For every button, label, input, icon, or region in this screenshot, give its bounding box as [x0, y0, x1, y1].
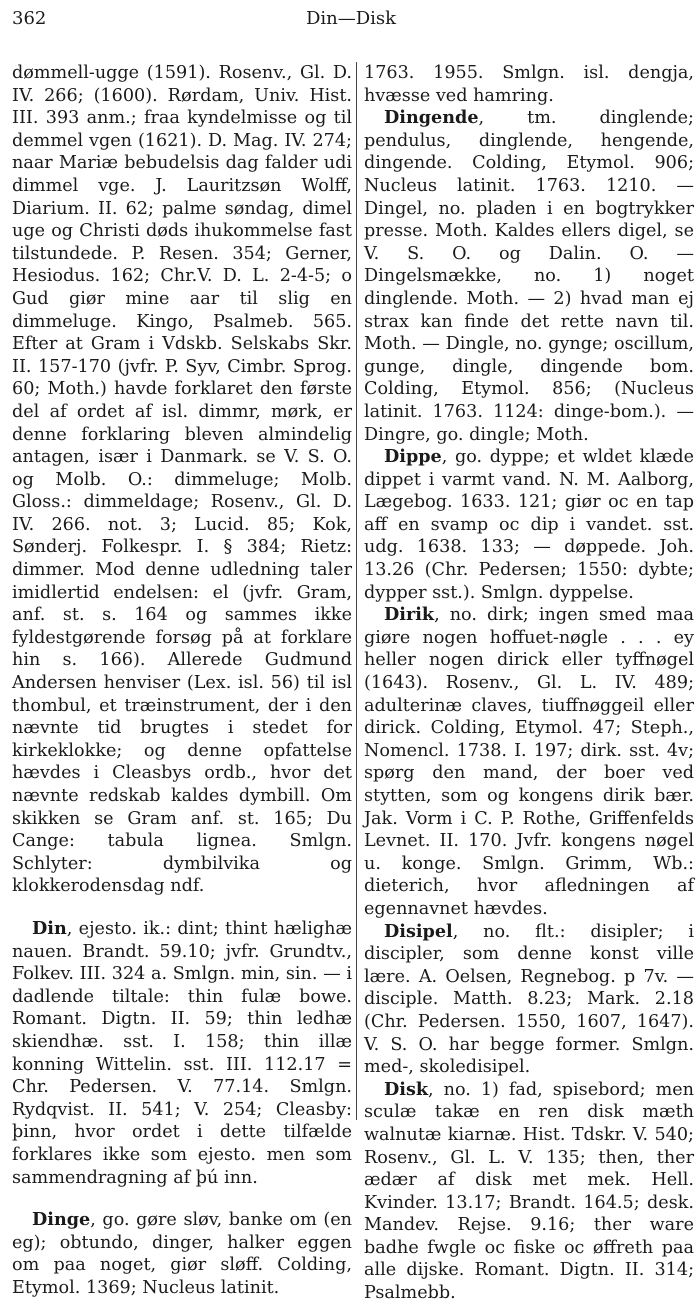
entry-din: Din, ejesto. ik.: dint; thint hælighæ nauen. Brandt. 59.10; jvfr. Grundtv., Folkev. III. 324 a. Smlgn. min, sin. — i dadlende tiltale: thin fulæ bowe. Romant. Digtn. II. 59; thin ledhæ skiendhæ. sst. I. 158; thin illæ konning Wittelin. sst. III. 112.17 = Chr. Pedersen. V. 77.14. Smlgn. Rydqvist. II. 541; V. 254; Cleasby: þinn, hvor ordet i dette tilfælde forklares ikke som ejesto. men som sammendragning af þú inn. [12, 917, 352, 1188]
entry-continuation: dømmell-ugge (1591). Rosenv., Gl. D. IV. 266; (1600). Rørdam, Univ. Hist. III. 393 anm.; fraa kyndelmisse og til demmel vgen (1621). D. Mag. IV. 274; naar Mariæ bebudelsis dag falder udi dimmel vge. J. Lauritzsøn Wolff, Diarium. II. 62; palme søndag, dimel uge og Christi døds ihukommelse fast tilstundede. P. Resen. 354; Gerner, Hesiodus. 162; Chr.V. D. L. 2-4-5; o Gud giør mine aar til slig en dimmeluge. Kingo, Psalmeb. 565. Efter at Gram i Vdskb. Selskabs Skr. II. 157-170 (jvfr. P. Syv, Cimbr. Sprog. 60; Moth.) havde forklaret den første del af ordet af isl. dimmr, mørk, er denne forklaring bleven almindelig antagen, især i Danmark. se V. S. O. og Molb. O.: dimmeluge; Molb. Gloss.: dimmeldage; Rosenv., Gl. D. IV. 266. not. 3; Lucid. 85; Kok, Sønderj. Folkespr. I. § 384; Rietz: dimmer. Mod denne udledning taler imidlertid endelsen: el (jvfr. Gram, anf. st. s. 164 og sammes ikke fyldestgørende forsøg på at forklare hin s. 166). Allerede Gudmund Andersen henviser (Lex. isl. 56) til isl thombul, et træinstrument, der i den nævnte tid brugtes i stedet for kirkeklokke; og denne opfattelse hævdes i Cleasbys ordb., hvor det nævnte redskab kaldes dymbill. Om skikken se Gram anf. st. 165; Du Cange: tabula lignea. Smlgn. Schlyter: dymbilvika og klokkerodensdag ndf. [12, 63, 352, 897]
running-head: Din—Disk [305, 8, 397, 29]
entry-continuation: 1763. 1955. Smlgn. isl. dengja, hvæsse ved hamring. [364, 63, 694, 106]
entry-gap [12, 1189, 352, 1209]
left-column [12, 62, 352, 1299]
entry-dingende: Dingende, tm. dinglende; pendulus, dinglende, hengende, dingende. Colding, Etymol. 906; Nucleus latinit. 1763. 1210. — Dingel, no. pladen i en bogtrykker presse. Moth. Kaldes ellers digel, se V. S. O. og Dalin. O. — Dingelsmække, no. 1) noget dinglende. Moth. — 2) hvad man ej strax kan finde det rette navn til. Moth. — Dingle, no. gynge; oscillum, gunge, dingle, dingende bom. Colding, Etymol. 856; (Nucleus latinit. 1763. 1124: dinge-bom.). — Dingre, go. dingle; Moth. [364, 107, 694, 445]
entry-disk: Disk, no. 1) fad, spisebord; men sculæ takæ en ren disk mæth walnutæ kiarnæ. Hist. Tdskr. V. 540; Rosenv., Gl. L. V. 135; then, ther ædær af disk met mek. Hell. Kvinder. 13.17; Brandt. 164.5; desk. Mandev. Rejse. 9.16; ther ware badhe fwgle oc fiske oc øffreth paa alle dijske. Romant. Digtn. II. 314; Psalmebb. [364, 1078, 694, 1304]
entry-gap [12, 898, 352, 918]
headword: Dinge [32, 1209, 91, 1231]
headword: Dirik [384, 604, 435, 626]
entry-dippe: Dippe, go. dyppe; et wldet klæde dippet i varmt vand. N. M. Aalborg, Lægebog. 1633. 121; giør oc en tap aff en svamp oc dip i vandet. sst. udg. 1638. 133; — døppede. Joh. 13.26 (Chr. Pedersen; 1550: dybte; dypper sst.). Smlgn. dyppelse. [364, 446, 694, 603]
headword: Disk [384, 1078, 429, 1100]
entry-dinge: Dinge, go. gøre sløv, banke om (en eg); obtundo, dinger, halker eggen om paa noget, giør sløff. Colding, Etymol. 1369; Nucleus latinit. [12, 1209, 352, 1298]
column-divider [356, 62, 357, 1120]
headword: Dippe [384, 446, 442, 468]
entry-disipel: Disipel, no. flt.: disipler; i discipler, som denne konst ville lære. A. Oelsen, Regnebog. p 7v. — disciple. Matth. 8.23; Mark. 2.18 (Chr. Pedersen. 1550, 1607, 1647). V. S. O. har begge former. Smlgn. med-, skoledisipel. [364, 920, 694, 1078]
entry-dirik: Dirik, no. dirk; ingen smed maa giøre nogen hoffuet-nøgle . . . ey heller nogen dirick eller tyffnøgel (1643). Rosenv., Gl. L. IV. 489; adulterinæ claves, tiuffnøggeil eller dirick. Colding, Etymol. 47; Steph., Nomencl. 1738. I. 197; dirk. sst. 4v; spørg den mand, der boer ved stytten, som og kongens dirik bær. Jak. Vorm i C. P. Rothe, Griffenfelds Levnet. II. 170. Jvfr. kongens nøgel u. konge. Smlgn. Grimm, Wb.: dieterich, hvor afledningen af egennavnet hævdes. [364, 604, 694, 919]
page-header [12, 8, 690, 32]
page-number: 362 [12, 8, 47, 29]
headword: Dingende [384, 107, 479, 129]
right-column [364, 62, 694, 1305]
headword: Din [32, 917, 67, 939]
headword: Disipel [384, 920, 453, 942]
